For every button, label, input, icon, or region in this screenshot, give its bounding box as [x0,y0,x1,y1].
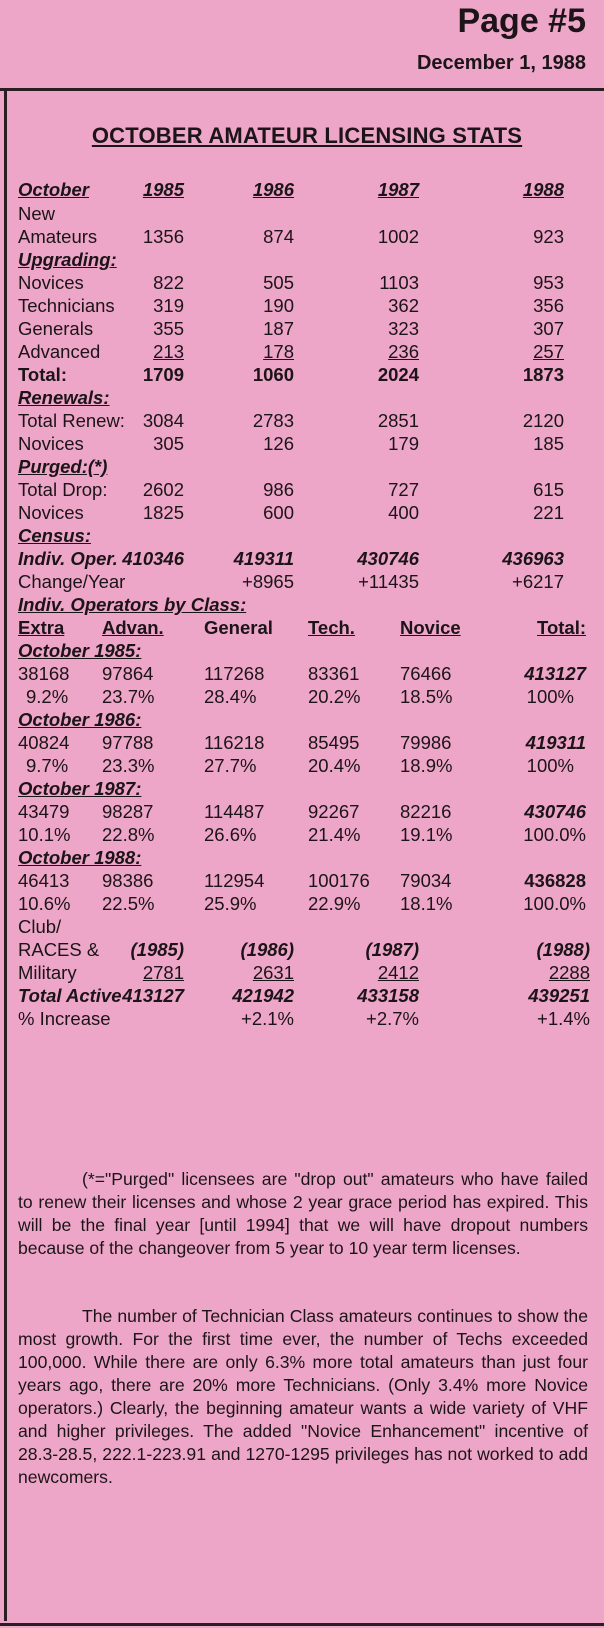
footnote-paragraph [18,1168,588,1260]
table-cell: 28.4% [204,686,257,707]
class-header-tech: Tech. [308,617,355,638]
table-cell: 18.9% [400,755,453,776]
table-cell: 114487 [204,801,265,822]
table-row [18,892,594,915]
table-row [18,317,594,340]
table-row [18,225,594,248]
table-cell: 82216 [400,801,452,822]
table-cell: 2120 [522,410,564,431]
table-row [18,869,594,892]
table-cell: 419311 [233,548,294,569]
year-label: October 1987: [18,778,142,799]
table-cell: 178 [263,341,294,362]
table-cell: 2631 [252,962,294,983]
row-label: Total Active [18,985,122,1006]
table-cell: +6217 [512,571,564,592]
row-label: Advanced [18,341,101,362]
table-row [18,1007,594,1030]
table-cell: 23.7% [102,686,155,707]
table-cell: 2851 [377,410,419,431]
table-cell: 25.9% [204,893,257,914]
table-cell: 21.4% [308,824,361,845]
article-title: OCTOBER AMATEUR LICENSING STATS [91,123,523,148]
table-cell: 117268 [204,663,265,684]
table-cell: 9.7% [26,755,69,776]
table-cell: 2412 [377,962,419,983]
row-label: Novices [18,502,84,523]
table-cell: 20.2% [308,686,361,707]
row-label: Club/ [18,916,62,937]
table-cell: 355 [153,318,184,339]
table-cell: 2781 [142,962,184,983]
section-label-purged: Purged:(*) [18,456,108,477]
col-header-1988: 1988 [522,179,564,200]
row-label: Total: [18,364,67,385]
table-cell: 413127 [524,663,586,684]
table-cell: 100% [526,755,574,776]
table-row [18,294,594,317]
table-cell: 319 [153,295,184,316]
section-heading [18,593,594,616]
table-row [18,202,594,225]
table-cell: +2.1% [241,1008,294,1029]
class-header-advanced: Advan. [102,617,164,638]
row-label: Generals [18,318,94,339]
table-cell: 1060 [252,364,294,385]
table-cell: +1.4% [537,1008,590,1029]
table-cell: 419311 [525,732,586,753]
body-paragraph [18,1305,588,1489]
total-row [18,363,594,386]
table-cell: 1709 [142,364,184,385]
table-cell: 615 [533,479,564,500]
table-cell: (1988) [536,939,590,960]
table-cell: 213 [153,341,184,362]
table-cell: 433158 [357,985,419,1006]
table-row [18,938,594,961]
stats-table [18,178,594,1030]
row-label: Change/Year [18,571,126,592]
table-cell: 822 [153,272,184,293]
table-cell: 97788 [102,732,154,753]
census-row [18,547,594,570]
table-cell: 126 [263,433,294,454]
table-row [18,432,594,455]
table-cell: 436828 [524,870,586,891]
table-row [18,800,594,823]
table-cell: 27.7% [204,755,257,776]
table-cell: 76466 [400,663,452,684]
table-row [18,501,594,524]
table-cell: 9.2% [26,686,69,707]
table-cell: 190 [263,295,294,316]
year-label: October 1986: [18,709,142,730]
table-cell: 307 [533,318,564,339]
section-label-upgrading: Upgrading: [18,249,117,270]
section-label-by-class: Indiv. Operators by Class: [18,594,247,615]
table-row [18,961,594,984]
row-label: Technicians [18,295,115,316]
table-row [18,570,594,593]
class-header-total: Total: [537,617,586,638]
table-cell: 187 [263,318,294,339]
class-header-extra: Extra [18,617,65,638]
section-heading [18,524,594,547]
table-cell: 430746 [357,548,419,569]
table-cell: 97864 [102,663,154,684]
table-cell: 18.1% [400,893,453,914]
table-cell: 236 [388,341,419,362]
table-cell: 1873 [522,364,564,385]
year-heading [18,846,594,869]
table-cell: 986 [263,479,294,500]
table-cell: 1103 [379,272,419,293]
table-cell: 98386 [102,870,154,891]
row-label: RACES & [18,939,100,960]
table-row [18,685,594,708]
col-header-1987: 1987 [377,179,419,200]
table-cell: 46413 [18,870,70,891]
table-cell: 22.9% [308,893,361,914]
table-cell: 874 [263,226,294,247]
table-cell: 26.6% [204,824,257,845]
table-cell: 305 [153,433,184,454]
table-cell: 10.6% [18,893,71,914]
table-cell: 1825 [142,502,184,523]
left-rule [4,91,7,1621]
row-label: Total Drop: [18,479,108,500]
table-cell: 100176 [308,870,370,891]
year-label: October 1985: [18,640,142,661]
table-cell: 400 [388,502,419,523]
table-cell: 1356 [142,226,184,247]
col-header-month: October [18,179,89,200]
table-cell: 116218 [204,732,265,753]
col-header-1985: 1985 [142,179,184,200]
page-number: Page #5 [457,2,586,40]
table-cell: 79986 [400,732,452,753]
top-rule [0,88,604,91]
table-cell: 83361 [308,663,360,684]
year-heading [18,777,594,800]
table-cell: 112954 [204,870,265,891]
class-header-general: General [204,617,273,638]
table-cell: 185 [533,433,564,454]
table-cell: 923 [533,226,564,247]
class-header-novice: Novice [400,617,461,638]
table-cell: 43479 [18,801,70,822]
table-row [18,340,594,363]
year-heading [18,708,594,731]
table-cell: 179 [388,433,419,454]
row-label: Novices [18,272,84,293]
total-active-row [18,984,594,1007]
table-row [18,823,594,846]
table-cell: (1986) [240,939,294,960]
table-cell: 356 [533,295,564,316]
table-cell: 2602 [142,479,184,500]
table-cell: 22.5% [102,893,155,914]
table-cell: 98287 [102,801,154,822]
table-cell: 413127 [122,985,184,1006]
row-label: Indiv. Oper. [18,548,118,569]
row-label: New [18,203,56,224]
table-cell: 421942 [232,985,294,1006]
table-cell: 10.1% [18,824,71,845]
table-cell: 22.8% [102,824,155,845]
table-cell: +11435 [358,571,419,592]
table-cell: 100.0% [523,893,586,914]
table-cell: +2.7% [366,1008,419,1029]
table-cell: +8965 [242,571,294,592]
section-heading [18,455,594,478]
table-cell: 85495 [308,732,360,753]
table-cell: 410346 [122,548,184,569]
bottom-rule [0,1623,604,1626]
table-cell: (1987) [365,939,419,960]
table-cell: 505 [263,272,294,293]
table-row [18,662,594,685]
row-label: Amateurs [18,226,98,247]
table-cell: 100% [526,686,574,707]
paragraph-text: (*="Purged" licensees are "drop out" amateurs who have failed to renew their licenses and whose 2 year grace period has expired. This will be the final year [until 1994] that we will have dropout numbers because of the changeover from 5 year to 10 year term licenses. [18,1169,588,1258]
table-cell: 323 [388,318,419,339]
table-cell: (1985) [130,939,184,960]
paragraph-text: The number of Technician Class amateurs continues to show the most growth. For the first time ever, the number of Techs exceeded 100,000. While there are only 6.3% more total amateurs than just four years ago, there are 20% more Technicians. (Only 3.4% more Novice operators.) Clearly, the beginning amateur wants a wide variety of VHF and higher privileges. The added "Novice Enhancement" incentive of 28.3-28.5, 222.1-223.91 and 1270-1295 privileges has not worked to add newcomers. [18,1306,588,1487]
table-row [18,478,594,501]
table-row [18,754,594,777]
section-heading [18,386,594,409]
table-cell: 1002 [377,226,419,247]
table-cell: 430746 [524,801,586,822]
table-cell: 2288 [548,962,590,983]
table-row [18,271,594,294]
table-cell: 92267 [308,801,360,822]
table-cell: 727 [388,479,419,500]
year-label: October 1988: [18,847,142,868]
table-cell: 439251 [528,985,590,1006]
section-label-renewals: Renewals: [18,387,110,408]
table-cell: 20.4% [308,755,361,776]
class-header-row [18,616,594,639]
table-cell: 38168 [18,663,70,684]
col-header-1986: 1986 [252,179,294,200]
table-cell: 79034 [400,870,452,891]
table-cell: 40824 [18,732,70,753]
table-cell: 3084 [142,410,184,431]
row-label: Novices [18,433,84,454]
row-label: Military [18,962,77,983]
row-label: Total Renew: [18,410,125,431]
table-cell: 600 [263,502,294,523]
table-cell: 18.5% [400,686,453,707]
table-row [18,915,594,938]
section-label-census: Census: [18,525,91,546]
table-cell: 362 [388,295,419,316]
table-cell: 436963 [502,548,564,569]
table-cell: 221 [533,502,564,523]
table-cell: 100.0% [523,824,586,845]
row-label: % Increase [18,1008,111,1029]
issue-date: December 1, 1988 [416,52,586,74]
table-row [18,731,594,754]
table-cell: 2024 [377,364,419,385]
table-cell: 19.1% [400,824,453,845]
table-cell: 2783 [252,410,294,431]
year-heading [18,639,594,662]
table-cell: 23.3% [102,755,155,776]
table-row [18,409,594,432]
section-heading [18,248,594,271]
table-cell: 257 [533,341,564,362]
table-cell: 953 [533,272,564,293]
table-header-row [18,178,594,202]
